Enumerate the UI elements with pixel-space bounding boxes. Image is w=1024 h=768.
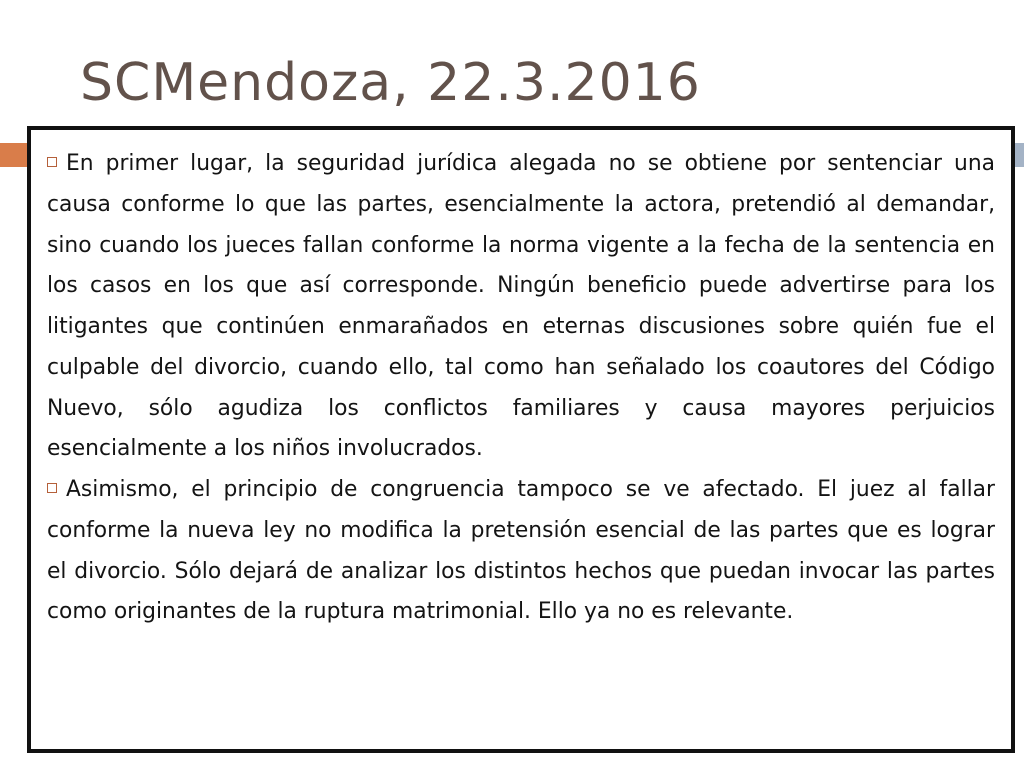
square-bullet-icon [47,157,57,167]
content-text-box [27,126,1015,753]
slide-title: SCMendoza, 22.3.2016 [80,53,701,113]
bullet-paragraph-1 [47,144,995,470]
bullet-text-2: Asimismo, el principio de congruencia tampoco se ve afectado. El juez al fallar conforme la nueva ley no modifica la pretensión esencial de las partes que es lograr el divorcio. Sólo dejará de analizar los distintos hechos que puedan invocar las partes como originantes de la ruptura matrimonial. Ello ya no es relevante. [47,477,995,625]
square-bullet-icon [47,483,57,493]
bullet-text-1: En primer lugar, la seguridad jurídica alegada no se obtiene por sentenciar una causa conforme lo que las partes, esencialmente la actora, pretendió al demandar, sino cuando los jueces fallan conforme la norma vigente a la fecha de la sentencia en los casos en los que así corresponde. Ningún beneficio puede advertirse para los litigantes que continúen enmarañados en eternas discusiones sobre quién fue el culpable del divorcio, cuando ello, tal como han señalado los coautores del Código Nuevo, sólo agudiza los conflictos familiares y causa mayores perjuicios esencialmente a los niños involucrados. [47,151,995,462]
bullet-paragraph-2 [47,470,995,633]
left-accent-bar [0,143,28,167]
